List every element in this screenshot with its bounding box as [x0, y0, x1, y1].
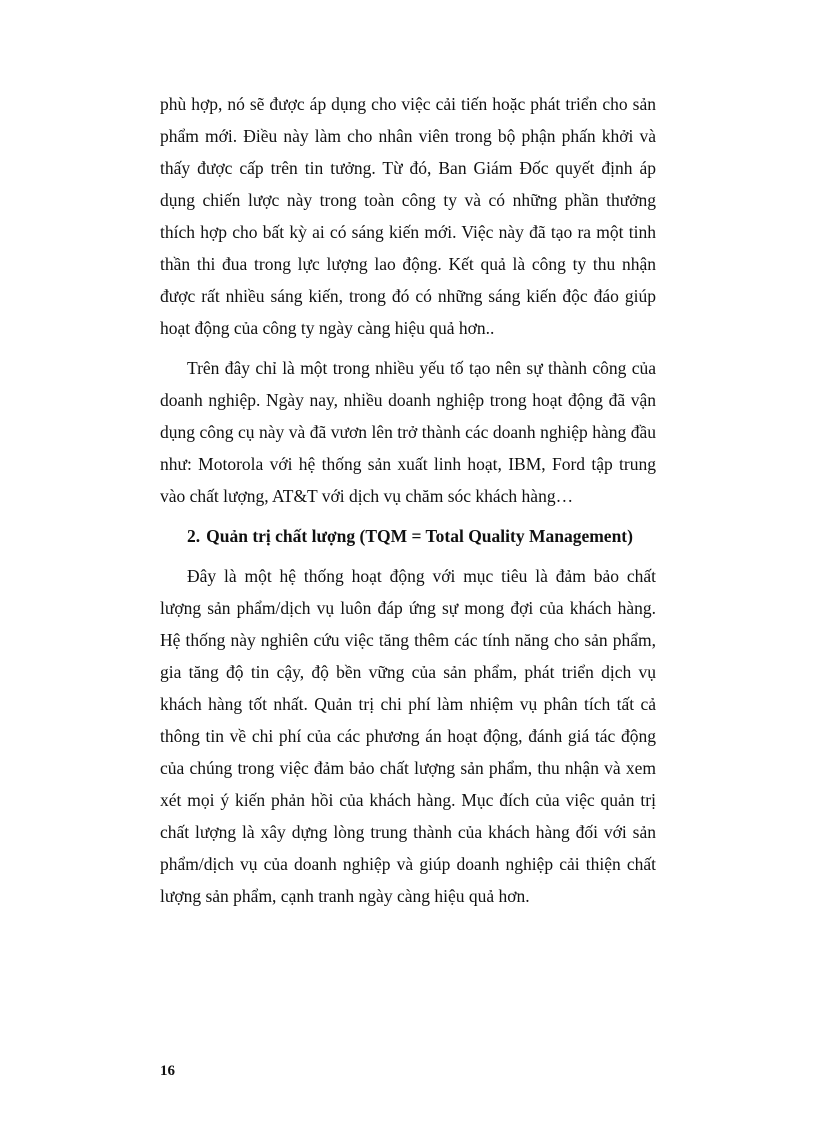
paragraph-tqm-description: Đây là một hệ thống hoạt động với mục tiêu là đảm bảo chất lượng sản phẩm/dịch vụ luôn đáp ứng sự mong đợi của khách hàng. Hệ thống này nghiên cứu việc tăng thêm các tính năng cho sản phẩm, gia tăng độ tin cậy, độ bền vững của sản phẩm, phát triển dịch vụ khách hàng tốt nhất. Quản trị chi phí làm nhiệm vụ phân tích tất cả thông tin về chi phí của các phương án hoạt động, đánh giá tác động của chúng trong việc đảm bảo chất lượng sản phẩm, thu nhận và xem xét mọi ý kiến phản hồi của khách hàng. Mục đích của việc quản trị chất lượng là xây dựng lòng trung thành của khách hàng đối với sản phẩm/dịch vụ của doanh nghiệp và giúp doanh nghiệp cải thiện chất lượng sản phẩm, cạnh tranh ngày càng hiệu quả hơn.: [160, 566, 656, 906]
page-body: [160, 88, 656, 912]
paragraph-continuation: phù hợp, nó sẽ được áp dụng cho việc cải tiến hoặc phát triển cho sản phẩm mới. Điều này làm cho nhân viên trong bộ phận phấn khởi và thấy được cấp trên tin tưởng. Từ đó, Ban Giám Đốc quyết định áp dụng chiến lược này trong toàn công ty và có những phần thưởng thích hợp cho bất kỳ ai có sáng kiến mới. Việc này đã tạo ra một tinh thần thi đua trong lực lượng lao động. Kết quả là công ty thu nhận được rất nhiều sáng kiến, trong đó có những sáng kiến độc đáo giúp hoạt động của công ty ngày càng hiệu quả hơn..: [160, 94, 656, 338]
page-number: 16: [160, 1063, 175, 1079]
paragraph-success-factors: Trên đây chỉ là một trong nhiều yếu tố tạo nên sự thành công của doanh nghiệp. Ngày nay, nhiều doanh nghiệp trong hoạt động đã vận dụng công cụ này và đã vươn lên trở thành các doanh nghiệp hàng đầu như: Motorola với hệ thống sản xuất linh hoạt, IBM, Ford tập trung vào chất lượng, AT&T với dịch vụ chăm sóc khách hàng…: [160, 358, 656, 506]
section-number: 2.: [187, 526, 201, 546]
section-title: Quản trị chất lượng (TQM = Total Quality Management): [206, 526, 633, 546]
section-heading: [160, 520, 656, 552]
